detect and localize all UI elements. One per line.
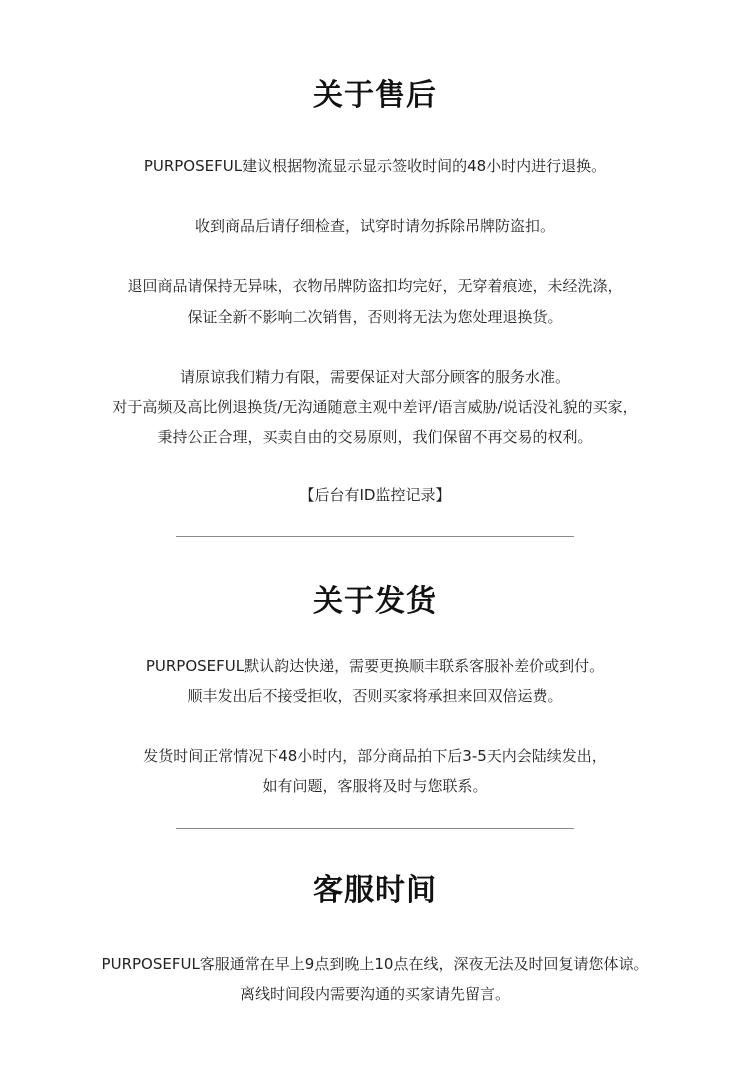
after-sales-note: 【后台有ID监控记录】 (299, 486, 451, 504)
after-sales-line: 退回商品请保持无异味，衣物吊牌防盗扣均完好，无穿着痕迹，未经洗涤， (127, 277, 623, 295)
after-sales-line: 保证全新不影响二次销售，否则将无法为您处理退换货。 (187, 308, 563, 326)
shipping-line: 顺丰发出后不接受拒收，否则买家将承担来回双倍运费。 (187, 687, 563, 705)
after-sales-line: 请原谅我们精力有限，需要保证对大部分顾客的服务水准。 (179, 368, 570, 386)
after-sales-line: 对于高频及高比例退换货/无沟通随意主观中差评/语言威胁/说话没礼貌的买家， (112, 398, 638, 416)
service-hours-line: 离线时间段内需要沟通的买家请先留言。 (239, 985, 510, 1003)
after-sales-title: 关于售后 (313, 78, 437, 113)
shipping-line: 发货时间正常情况下48小时内，部分商品拍下后3-5天内会陆续发出， (143, 747, 607, 765)
shipping-line: 如有问题，客服将及时与您联系。 (262, 777, 488, 795)
after-sales-line: PURPOSEFUL建议根据物流显示显示签收时间的48小时内进行退换。 (143, 157, 607, 175)
section-divider (176, 536, 574, 537)
section-divider (176, 828, 574, 829)
service-hours-title: 客服时间 (313, 873, 437, 908)
shipping-line: PURPOSEFUL默认韵达快递，需要更换顺丰联系客服补差价或到付。 (145, 657, 605, 675)
shipping-title: 关于发货 (313, 584, 437, 619)
service-hours-line: PURPOSEFUL客服通常在早上9点到晚上10点在线，深夜无法及时回复请您体谅。 (101, 955, 649, 973)
after-sales-line: 收到商品后请仔细检查，试穿时请勿拆除吊牌防盗扣。 (194, 217, 555, 235)
after-sales-line: 秉持公正合理，买卖自由的交易原则，我们保留不再交易的权利。 (157, 428, 593, 446)
